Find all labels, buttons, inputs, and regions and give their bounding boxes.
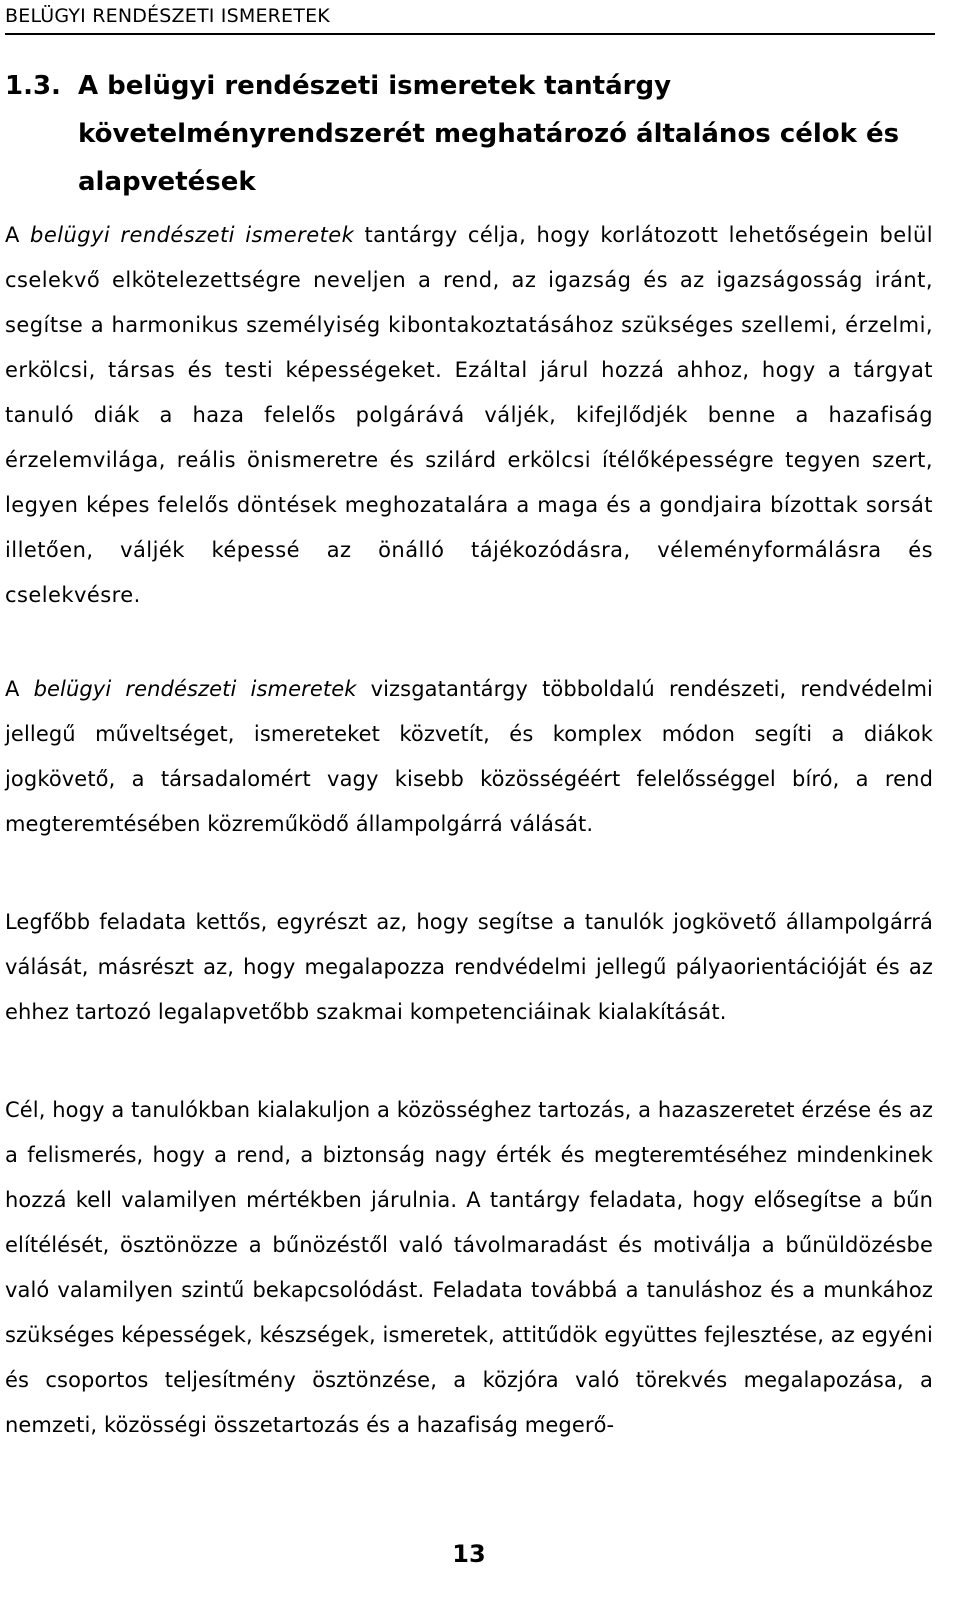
running-header: BELÜGYI RENDÉSZETI ISMERETEK <box>5 5 330 27</box>
subject-name-emphasis: belügyi rendészeti ismeretek <box>33 677 357 701</box>
paragraph-main-task: Legfőbb feladata kettős, egyrészt az, hogy segítse a tanulók jogkövető állampolgárrá válását, másrészt az, hogy megalapozza rendvédelmi jellegű pályaorientációját és az ehhez tartozó legalapvetőbb szakmai kompetenciáinak kialakítását. <box>5 910 933 1024</box>
paragraph-lead: A <box>5 677 34 701</box>
paragraph-goal: Cél, hogy a tanulókban kialakuljon a közösséghez tartozás, a hazaszeretet érzése és az a felismerés, hogy a rend, a biztonság nagy érték és megteremtéséhez mindenkinek hozzá kell valamilyen mértékben járulnia. A tantárgy feladata, hogy elősegítse a bűn elítélését, ösztönözze a bűnözéstől való távolmaradást és motiválja a bűnüldözésbe való valamilyen szintű bekapcsolódást. Feladata továbbá a tanuláshoz és a munkához szükséges képességek, készségek, ismeretek, attitűdök együttes fejlesztése, az egyéni és csoportos teljesítmény ösztönzése, a közjóra való törekvés megalapozása, a nemzeti, közösségi összetartozás és a hazafiság megerő- <box>5 1098 933 1437</box>
header-divider <box>5 33 935 35</box>
paragraph-exam-subject <box>5 667 933 847</box>
section-title: A belügyi rendészeti ismeretek tantárgy követelményrendszerét meghatározó általános célok és alapvetések <box>78 71 900 197</box>
paragraph-text: tantárgy célja, hogy korlátozott lehetőségein belül cselekvő elkötelezettségre neveljen a rend, az igazság és az igazságosság iránt, segítse a harmonikus személyiség kibontakoztatásához szükséges szellemi, érzelmi, erkölcsi, társas és testi képességeket. Ezáltal járul hozzá ahhoz, hogy a tárgyat tanuló diák a haza felelős polgárává váljék, kifejlődjék benne a hazafiság érzelemvilága, reális önismeretre és szilárd erkölcsi ítélőképességre tegyen szert, legyen képes felelős döntések meghozatalára a maga és a gondjaira bízottak sorsát illetően, váljék képessé az önálló tájékozódásra, véleményformálásra és cselekvésre. <box>5 223 933 607</box>
subject-name-emphasis: belügyi rendészeti ismeretek <box>30 223 355 247</box>
paragraph-lead: A <box>5 223 31 247</box>
section-number: 1.3. <box>5 71 61 101</box>
paragraph-aims <box>5 213 933 618</box>
section-heading <box>5 62 935 206</box>
page-number: 13 <box>452 1540 486 1568</box>
paragraph-text: vizsgatantárgy többoldalú rendészeti, rendvédelmi jellegű műveltséget, ismereteket közvetít, és komplex módon segíti a diákok jogkövető, a társadalomért vagy kisebb közösségéért felelősséggel bíró, a rend megteremtésében közreműködő állampolgárrá válását. <box>5 677 933 836</box>
